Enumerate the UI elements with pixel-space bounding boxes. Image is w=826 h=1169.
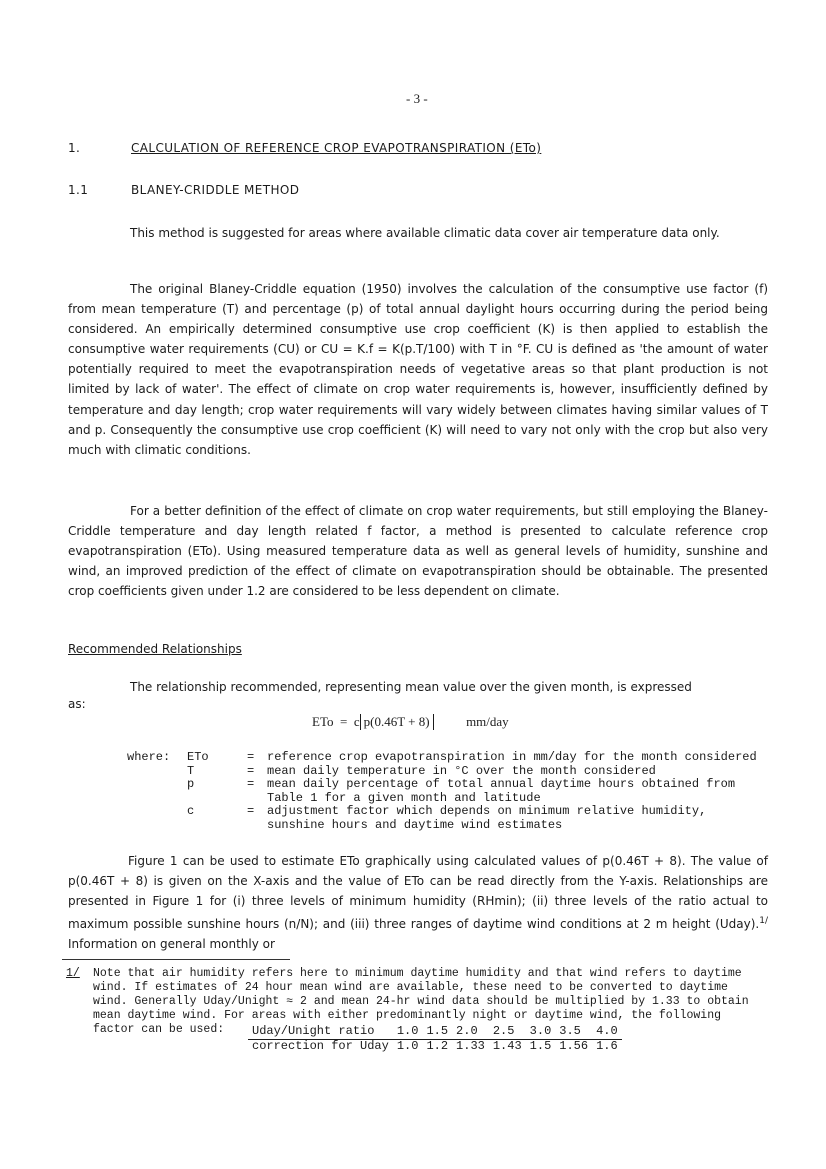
where-sep: =	[247, 777, 255, 791]
correction-table-cell: 1.43	[492, 1038, 522, 1053]
where-sep	[247, 792, 267, 806]
section-title: CALCULATION OF REFERENCE CROP EVAPOTRANSPIRATION (ETo)	[131, 141, 542, 155]
paragraph-intro: This method is suggested for areas where available climatic data cover air temperature data only.	[130, 226, 720, 240]
correction-table-cell: 2.5	[489, 1025, 526, 1039]
section-number: 1.	[68, 141, 81, 155]
formula-equals: =	[339, 714, 348, 729]
paragraph-figure-usage-part2: Information on general monthly or	[68, 937, 275, 952]
paragraph-improved-method: For a better definition of the effect of climate on crop water requirements, but still employing the Blaney-Criddle temperature and day length related f factor, a method is presented to calculate reference crop evapotranspiration (ETo). Using measured temperature data as well as general levels of humidity, sunshine and wind, an improved prediction of the effect of climate on evapotranspiration should be obtainable. The presented crop coefficients given under 1.2 are considered to be less dependent on climate.	[68, 504, 768, 599]
paragraph-relationship-as: as:	[68, 697, 86, 711]
where-desc: mean daily temperature in °C over the month considered	[267, 763, 656, 778]
correction-table-row	[248, 1039, 622, 1053]
footnote-line: Note that air humidity refers here to minimum daytime humidity and that wind refers to daytime	[93, 967, 742, 980]
where-sep: =	[247, 804, 255, 818]
formula-lhs: ETo	[312, 714, 334, 729]
footnote-line: factor can be used:	[93, 1023, 225, 1036]
where-symbol	[187, 792, 247, 806]
correction-table-cell: 1.2	[426, 1038, 449, 1053]
correction-table-cell: 1.0	[393, 1025, 423, 1039]
correction-table-label: correction for Uday	[252, 1038, 389, 1053]
where-desc: adjustment factor which depends on minimum relative humidity,	[267, 804, 707, 818]
where-desc: mean daily percentage of total annual daytime hours obtained from	[267, 777, 736, 791]
formula-unit: mm/day	[466, 714, 509, 729]
correction-table-cell: 1.33	[456, 1038, 485, 1053]
paragraph-relationship-intro: The relationship recommended, representing mean value over the given month, is expressed	[130, 680, 692, 694]
paragraph-figure-usage-part1: Figure 1 can be used to estimate ETo graphically using calculated values of p(0.46T + 8). The value of p(0.46T + 8) is given on the X-axis and the value of ETo can be read directly from the Y-axis. Relationships are presented in Figure 1 for (i) three levels of minimum humidity (RHmin); (ii) three levels of the ratio actual to maximum possible sunshine hours (n/N); and (iii) three ranges of daytime wind conditions at 2 m height (Uday).	[68, 854, 768, 932]
correction-table-cell: 1.0	[396, 1038, 419, 1053]
footnote-divider	[62, 959, 290, 960]
where-symbol: ETo	[187, 750, 209, 764]
recommended-relationships-heading: Recommended Relationships	[68, 642, 242, 656]
where-sep: =	[247, 750, 255, 764]
subsection-number: 1.1	[68, 183, 89, 197]
formula	[312, 714, 509, 730]
where-symbol: c	[187, 804, 195, 818]
formula-inner: p(0.46T + 8)	[363, 714, 430, 729]
correction-table-label: Uday/Unight ratio	[248, 1025, 393, 1039]
paragraph-figure-usage	[68, 851, 768, 954]
paragraph-original-equation-part2: CU is defined as 'the amount of water potentially required to meet the evapotranspiration needs of vegetative areas so that plant production is not limited by lack of water'. The effect of climate on crop water requirements is, however, insufficiently defined by temperature and day length; crop water requirements will vary widely between climates having similar values of T and p. Consequently the consumptive use crop coefficient (K) will need to vary not only with the crop but also very much with climatic conditions.	[68, 342, 768, 457]
correction-table-cell: 3.0	[526, 1025, 556, 1039]
where-definitions	[127, 751, 757, 832]
where-sep	[247, 819, 267, 833]
footnote-reference: 1/	[759, 916, 768, 927]
correction-table-cell: 1.56	[559, 1038, 589, 1053]
correction-table-cell: 3.5	[555, 1025, 592, 1039]
where-desc: Table 1 for a given month and latitude	[267, 790, 541, 805]
correction-table-cell: 2.0	[452, 1025, 489, 1039]
correction-table-cell: 4.0	[592, 1025, 622, 1039]
paragraph-original-equation-part1: The original Blaney-Criddle equation (1950) involves the calculation of the consumptive use factor (f) from mean temperature (T) and percentage (p) of total annual daylight hours occurring during the period being considered. An empirically determined consumptive use crop coefficient (K) is then applied to establish the consumptive water requirements (CU) or CU = K.f = K(p.T/100) with T in	[68, 282, 768, 357]
correction-table-cell: 1.5	[529, 1038, 552, 1053]
footnote-line: wind. Generally Uday/Unight ≈ 2 and mean 24-hr wind data should be multiplied by 1.33 to obtain	[93, 995, 749, 1008]
correction-table-row	[248, 1025, 622, 1039]
where-sep: =	[247, 763, 255, 778]
page-number: - 3 -	[406, 91, 428, 106]
formula-bracket	[360, 714, 434, 730]
footnote-marker: 1/	[66, 967, 80, 980]
where-desc: sunshine hours and daytime wind estimates	[267, 817, 563, 832]
where-symbol: T	[187, 763, 195, 778]
where-desc: reference crop evapotranspiration in mm/day for the month considered	[267, 750, 757, 764]
temperature-unit: °F.	[516, 342, 532, 357]
where-symbol: p	[187, 777, 195, 791]
footnote-line: wind. If estimates of 24 hour mean wind are available, these need to be converted to daytime	[93, 981, 728, 994]
subsection-title: BLANEY-CRIDDLE METHOD	[131, 183, 300, 197]
where-label: where:	[127, 750, 171, 764]
correction-table	[248, 1025, 622, 1053]
correction-table-cell: 1.5	[422, 1025, 452, 1039]
correction-table-cell: 1.6	[596, 1038, 618, 1053]
footnote-line: mean daytime wind. For areas with either predominantly night or daytime wind, the following	[93, 1009, 722, 1022]
paragraph-original-equation	[68, 279, 768, 460]
where-symbol	[187, 819, 247, 833]
formula-c: c	[353, 714, 360, 729]
